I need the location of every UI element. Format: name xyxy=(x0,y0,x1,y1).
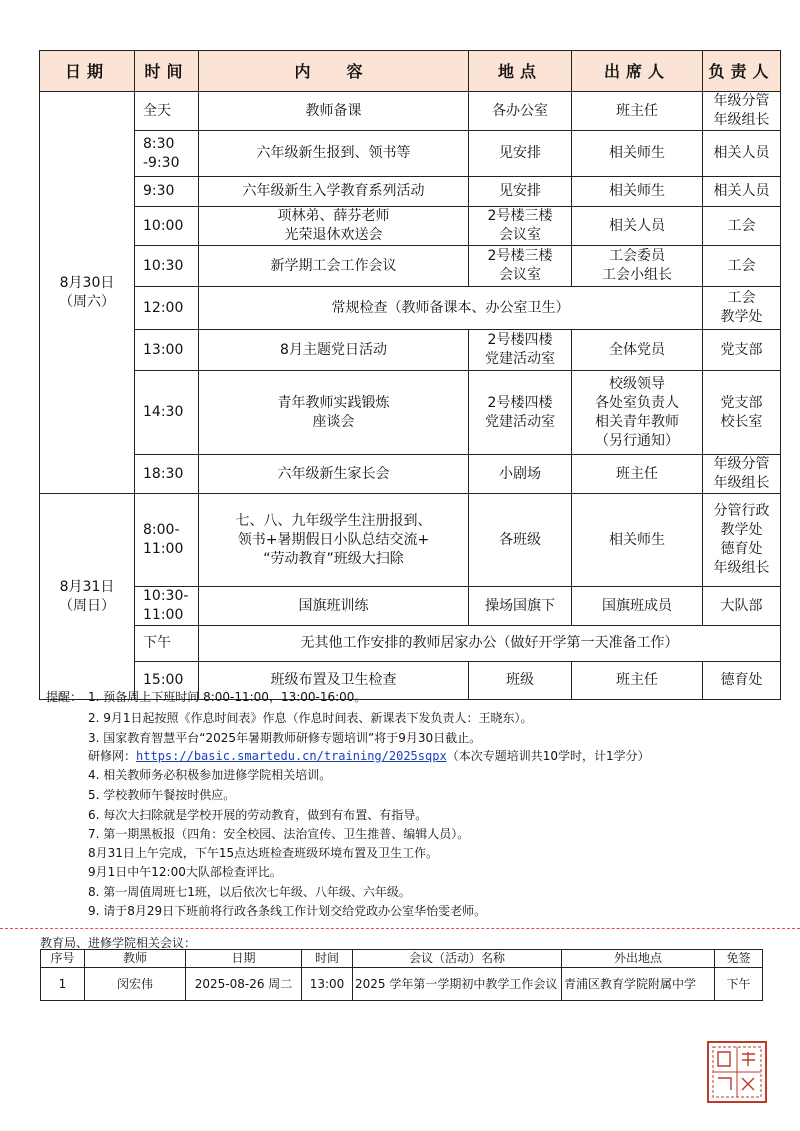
owner-cell: 年级分管 年级组长 xyxy=(703,92,781,131)
time-cell: 8:00- 11:00 xyxy=(135,494,199,587)
attendees-cell: 相关师生 xyxy=(572,177,703,207)
conf-no: 1 xyxy=(41,968,85,1001)
reminder-item: 7. 第一期黑板报（四角：安全校园、法治宣传、卫生推普、编辑人员）。 xyxy=(88,827,470,841)
header-date: 日期 xyxy=(40,51,135,92)
attendees-cell: 班主任 xyxy=(572,455,703,494)
owner-cell: 分管行政 教学处 德育处 年级组长 xyxy=(703,494,781,587)
conf-name: 2025 学年第一学期初中教学工作会议 xyxy=(353,968,562,1001)
divider-line xyxy=(0,928,800,929)
training-link[interactable]: https://basic.smartedu.cn/training/2025sqpx xyxy=(136,749,447,763)
date-cell xyxy=(40,494,135,700)
place-cell: 见安排 xyxy=(469,131,572,177)
time-cell: 10:30- 11:00 xyxy=(135,587,199,626)
owner-cell: 党支部 xyxy=(703,330,781,371)
schedule-row xyxy=(40,207,781,246)
content-cell: 无其他工作安排的教师居家办公（做好开学第一天准备工作） xyxy=(199,626,781,662)
attendees-cell: 国旗班成员 xyxy=(572,587,703,626)
conf-date: 2025-08-26 周二 xyxy=(186,968,302,1001)
content-cell: 项林弟、薛芬老师 光荣退休欢送会 xyxy=(199,207,469,246)
place-cell: 2号楼四楼 党建活动室 xyxy=(469,371,572,455)
time-cell: 12:00 xyxy=(135,287,199,330)
conference-table xyxy=(40,949,763,1001)
conf-header-time: 时间 xyxy=(302,950,353,968)
content-cell: 六年级新生家长会 xyxy=(199,455,469,494)
content-cell: 六年级新生报到、领书等 xyxy=(199,131,469,177)
owner-cell: 工会 xyxy=(703,246,781,287)
attendees-cell: 校级领导 各处室负责人 相关青年教师 （另行通知） xyxy=(572,371,703,455)
attendees-cell: 相关人员 xyxy=(572,207,703,246)
reminder-item: 9. 请于8月29日下班前将行政各条线工作计划交给党政办公室华怡雯老师。 xyxy=(88,904,487,918)
time-cell: 8:30 -9:30 xyxy=(135,131,199,177)
attendees-cell: 相关师生 xyxy=(572,494,703,587)
conf-place: 青浦区教育学院附属中学 xyxy=(562,968,715,1001)
seal-stamp-icon xyxy=(706,1040,768,1104)
time-cell: 14:30 xyxy=(135,371,199,455)
conference-title: 教育局、进修学院相关会议： xyxy=(40,936,197,950)
schedule-row xyxy=(40,371,781,455)
header-attendees: 出席人 xyxy=(572,51,703,92)
reminder-item: 8月31日上午完成，下午15点达班检查班级环境布置及卫生工作。 xyxy=(88,846,439,860)
weekday-label: （周六） xyxy=(59,293,115,310)
header-time: 时间 xyxy=(135,51,199,92)
header-content: 内 容 xyxy=(199,51,469,92)
place-cell: 2号楼三楼 会议室 xyxy=(469,246,572,287)
owner-cell: 工会 xyxy=(703,207,781,246)
content-cell: 七、八、九年级学生注册报到、 领书+暑期假日小队总结交流+ “劳动教育”班级大扫除 xyxy=(199,494,469,587)
owner-cell: 相关人员 xyxy=(703,131,781,177)
schedule-row xyxy=(40,494,781,587)
weekday-label: （周日） xyxy=(59,597,115,614)
owner-cell: 年级分管 年级组长 xyxy=(703,455,781,494)
date-label: 8月31日 xyxy=(59,578,115,595)
time-cell: 全天 xyxy=(135,92,199,131)
conf-time: 13:00 xyxy=(302,968,353,1001)
content-cell: 班级布置及卫生检查 xyxy=(199,662,469,700)
conf-header-exempt: 免签 xyxy=(715,950,763,968)
content-cell: 青年教师实践锻炼 座谈会 xyxy=(199,371,469,455)
place-cell: 小剧场 xyxy=(469,455,572,494)
time-cell: 10:00 xyxy=(135,207,199,246)
conf-exempt: 下午 xyxy=(715,968,763,1001)
conf-header-date: 日期 xyxy=(186,950,302,968)
conf-header-place: 外出地点 xyxy=(562,950,715,968)
attendees-cell: 班主任 xyxy=(572,92,703,131)
attendees-cell: 全体党员 xyxy=(572,330,703,371)
time-cell: 9:30 xyxy=(135,177,199,207)
reminders-title: 提醒： xyxy=(46,690,83,704)
conference-header-row xyxy=(41,950,763,968)
schedule-row xyxy=(40,455,781,494)
reminder-item: 3. 国家教育智慧平台“2025年暑期教师研修专题培训”将于9月30日截止。 xyxy=(88,731,482,745)
time-cell: 18:30 xyxy=(135,455,199,494)
header-owner: 负责人 xyxy=(703,51,781,92)
place-cell: 操场国旗下 xyxy=(469,587,572,626)
reminder-item: 4. 相关教师务必积极参加进修学院相关培训。 xyxy=(88,768,332,782)
time-cell: 15:00 xyxy=(135,662,199,700)
schedule-row xyxy=(40,177,781,207)
training-link-line xyxy=(88,748,650,766)
date-cell xyxy=(40,92,135,494)
content-cell: 国旗班训练 xyxy=(199,587,469,626)
attendees-cell: 工会委员 工会小组长 xyxy=(572,246,703,287)
reminder-item: 2. 9月1日起按照《作息时间表》作息（作息时间表、新课表下发负责人：王晓东）。 xyxy=(88,711,533,725)
schedule-row xyxy=(40,626,781,662)
schedule-header-row xyxy=(40,51,781,92)
conf-header-name: 会议（活动）名称 xyxy=(353,950,562,968)
schedule-row xyxy=(40,587,781,626)
reminder-item: 5. 学校教师午餐按时供应。 xyxy=(88,788,236,802)
owner-cell: 大队部 xyxy=(703,587,781,626)
conf-teacher: 闵宏伟 xyxy=(85,968,186,1001)
time-cell: 13:00 xyxy=(135,330,199,371)
time-cell: 10:30 xyxy=(135,246,199,287)
place-cell: 2号楼四楼 党建活动室 xyxy=(469,330,572,371)
content-cell: 教师备课 xyxy=(199,92,469,131)
conf-header-no: 序号 xyxy=(41,950,85,968)
content-cell: 常规检查（教师备课本、办公室卫生） xyxy=(199,287,703,330)
time-cell: 下午 xyxy=(135,626,199,662)
schedule-table xyxy=(39,50,781,700)
reminder-item: 9月1日中午12:00大队部检查评比。 xyxy=(88,865,282,879)
schedule-row xyxy=(40,330,781,371)
attendees-cell: 相关师生 xyxy=(572,131,703,177)
owner-cell: 相关人员 xyxy=(703,177,781,207)
place-cell: 各办公室 xyxy=(469,92,572,131)
link-prefix: 研修网： xyxy=(88,749,137,763)
content-cell: 8月主题党日活动 xyxy=(199,330,469,371)
conference-row xyxy=(41,968,763,1001)
link-suffix: （本次专题培训共10学时，计1学分） xyxy=(446,749,650,763)
conf-header-teacher: 教师 xyxy=(85,950,186,968)
content-cell: 新学期工会工作会议 xyxy=(199,246,469,287)
schedule-row xyxy=(40,246,781,287)
reminder-item: 6. 每次大扫除就是学校开展的劳动教育，做到有布置、有指导。 xyxy=(88,808,428,822)
place-cell: 2号楼三楼 会议室 xyxy=(469,207,572,246)
reminder-item: 1. 预备周上下班时间 8:00-11:00，13:00-16:00。 xyxy=(88,690,367,704)
owner-cell: 德育处 xyxy=(703,662,781,700)
header-place: 地点 xyxy=(469,51,572,92)
attendees-cell: 班主任 xyxy=(572,662,703,700)
place-cell: 班级 xyxy=(469,662,572,700)
owner-cell: 工会 教学处 xyxy=(703,287,781,330)
schedule-row xyxy=(40,131,781,177)
place-cell: 见安排 xyxy=(469,177,572,207)
date-label: 8月30日 xyxy=(59,274,115,291)
schedule-row xyxy=(40,92,781,131)
place-cell: 各班级 xyxy=(469,494,572,587)
content-cell: 六年级新生入学教育系列活动 xyxy=(199,177,469,207)
schedule-row xyxy=(40,287,781,330)
owner-cell: 党支部 校长室 xyxy=(703,371,781,455)
reminder-item: 8. 第一周值周班七1班，以后依次七年级、八年级、六年级。 xyxy=(88,885,411,899)
